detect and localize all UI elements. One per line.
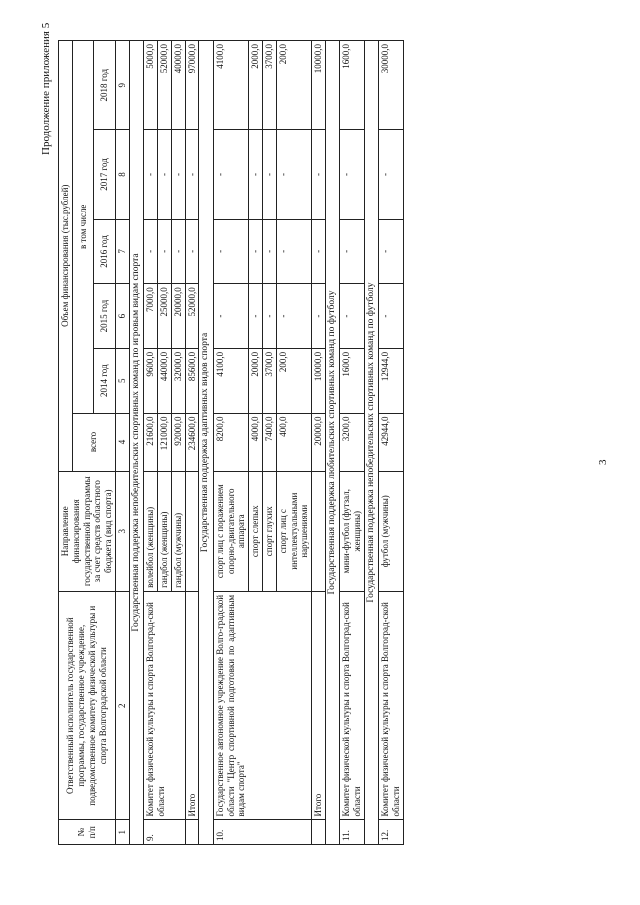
section-heading-row (199, 41, 213, 845)
column-numbers-row (115, 41, 129, 845)
value-cell: 4100,0 (213, 348, 248, 413)
table-row (144, 41, 158, 845)
value-cell: - (312, 284, 326, 349)
col-number: 7 (115, 219, 129, 284)
value-cell: 2000,0 (249, 348, 263, 413)
value-cell: 85600,0 (185, 348, 199, 413)
header-row-1 (59, 41, 73, 845)
value-cell: - (379, 284, 404, 349)
section-heading-row (325, 41, 339, 845)
table-row (340, 41, 365, 845)
total-cell: 234600,0 (185, 413, 199, 471)
executor-cell: Комитет физической культуры и спорта Волгоград-ской области (144, 591, 185, 820)
value-cell: 97000,0 (185, 41, 199, 130)
section-heading: Государственная поддержка адаптивных видов спорта (199, 41, 213, 845)
continuation-label: Продолжение приложения 5 (40, 22, 52, 155)
empty-cell (185, 471, 199, 591)
value-cell: 40000,0 (171, 41, 185, 130)
empty-cell (185, 820, 199, 845)
value-cell: - (171, 130, 185, 219)
empty-cell (312, 820, 326, 845)
header-funding: Объем финансирования (тыс.рублей) (59, 41, 73, 472)
itogo-label: Итого (312, 591, 326, 820)
sport-cell: спорт лиц с поражением опорно-двигательного аппарата (213, 471, 248, 591)
value-cell: 25000,0 (157, 284, 171, 349)
sport-cell: мини-футбол (футзал, женщины) (340, 471, 365, 591)
value-cell: - (249, 130, 263, 219)
value-cell: - (262, 130, 276, 219)
value-cell: - (171, 219, 185, 284)
value-cell: - (312, 219, 326, 284)
empty-cell (312, 471, 326, 591)
section-heading: Государственная поддержка непобедительских спортивных команд по футболу (364, 41, 378, 845)
value-cell: 7000,0 (144, 284, 158, 349)
value-cell: 1600,0 (340, 41, 365, 130)
sport-cell: футбол (мужчины) (379, 471, 404, 591)
itogo-row (185, 41, 199, 845)
col-number: 3 (115, 471, 129, 591)
value-cell: - (262, 219, 276, 284)
value-cell: - (144, 219, 158, 284)
value-cell: - (379, 219, 404, 284)
sport-cell: спорт слепых (249, 471, 263, 591)
header-year-2018: 2018 год (94, 41, 116, 130)
col-number: 1 (115, 820, 129, 845)
value-cell: 9600,0 (144, 348, 158, 413)
value-cell: 52000,0 (157, 41, 171, 130)
value-cell: - (262, 284, 276, 349)
header-year-2014: 2014 год (94, 348, 116, 413)
sport-cell: гандбол (женщины) (157, 471, 171, 591)
sport-cell: спорт лиц с интеллектуальными нарушениями (276, 471, 311, 591)
header-year-2015: 2015 год (94, 284, 116, 349)
value-cell: 2000,0 (249, 41, 263, 130)
total-cell: 7400,0 (262, 413, 276, 471)
table-row (379, 41, 404, 845)
total-cell: 8200,0 (213, 413, 248, 471)
section-heading: Государственная поддержка любительских спортивных команд по футболу (325, 41, 339, 845)
value-cell: 12944,0 (379, 348, 404, 413)
sport-cell: волейбол (женщины) (144, 471, 158, 591)
value-cell: 32000,0 (171, 348, 185, 413)
table-row (213, 41, 248, 845)
value-cell: 10000,0 (312, 348, 326, 413)
value-cell: - (213, 284, 248, 349)
value-cell: - (379, 130, 404, 219)
section-heading-row (364, 41, 378, 845)
total-cell: 20000,0 (312, 413, 326, 471)
value-cell: 3700,0 (262, 348, 276, 413)
total-cell: 42944,0 (379, 413, 404, 471)
value-cell: 5000,0 (144, 41, 158, 130)
header-total: всего (72, 413, 115, 471)
row-number: 9. (144, 820, 185, 845)
executor-cell: Государственное автономное учреждение Волго-градской области "Центр спортивной подготовки по адаптивным видам спорта" (213, 591, 311, 820)
value-cell: 4100,0 (213, 41, 248, 130)
section-heading: Государственная поддержка непобедительских спортивных команд по игровым видам спорта (129, 41, 143, 845)
value-cell: - (185, 130, 199, 219)
header-year-2016: 2016 год (94, 219, 116, 284)
col-number: 8 (115, 130, 129, 219)
header-including: в том числе (72, 41, 94, 414)
header-executor: Ответственный исполнитель государственной программы, государственное учреждение, подведомственное комитету физической культуры и спорта Волгоградской области (59, 591, 116, 820)
total-cell: 92000,0 (171, 413, 185, 471)
value-cell: - (340, 219, 365, 284)
header-direction: Направление финансирования государственной программы за счет средств областного бюджета (вид спорта) (59, 471, 116, 591)
value-cell: - (276, 130, 311, 219)
value-cell: - (312, 130, 326, 219)
value-cell: - (213, 130, 248, 219)
header-year-2017: 2017 год (94, 130, 116, 219)
col-number: 6 (115, 284, 129, 349)
col-number: 2 (115, 591, 129, 820)
value-cell: - (213, 219, 248, 284)
value-cell: - (276, 284, 311, 349)
total-cell: 400,0 (276, 413, 311, 471)
value-cell: 3700,0 (262, 41, 276, 130)
value-cell: - (249, 219, 263, 284)
value-cell: 200,0 (276, 41, 311, 130)
sport-cell: спорт глухих (262, 471, 276, 591)
value-cell: 200,0 (276, 348, 311, 413)
header-num: № п/п (59, 820, 116, 845)
value-cell: 30000,0 (379, 41, 404, 130)
value-cell: 44000,0 (157, 348, 171, 413)
value-cell: - (249, 284, 263, 349)
total-cell: 121000,0 (157, 413, 171, 471)
total-cell: 21600,0 (144, 413, 158, 471)
col-number: 5 (115, 348, 129, 413)
value-cell: 20000,0 (171, 284, 185, 349)
col-number: 4 (115, 413, 129, 471)
value-cell: - (157, 219, 171, 284)
value-cell: - (276, 219, 311, 284)
sport-cell: гандбол (мужчины) (171, 471, 185, 591)
page-number: 3 (597, 459, 609, 465)
row-number: 10. (213, 820, 311, 845)
value-cell: - (144, 130, 158, 219)
executor-cell: Комитет физической культуры и спорта Волгоград-ской области (379, 591, 404, 820)
funding-table (58, 40, 404, 845)
value-cell: 1600,0 (340, 348, 365, 413)
itogo-label: Итого (185, 591, 199, 820)
value-cell: - (340, 284, 365, 349)
value-cell: - (157, 130, 171, 219)
itogo-row (312, 41, 326, 845)
total-cell: 3200,0 (340, 413, 365, 471)
value-cell: - (340, 130, 365, 219)
value-cell: - (185, 219, 199, 284)
row-number: 12. (379, 820, 404, 845)
executor-cell: Комитет физической культуры и спорта Волгоград-ской области (340, 591, 365, 820)
section-heading-row (129, 41, 143, 845)
col-number: 9 (115, 41, 129, 130)
value-cell: 52000,0 (185, 284, 199, 349)
row-number: 11. (340, 820, 365, 845)
value-cell: 10000,0 (312, 41, 326, 130)
total-cell: 4000,0 (249, 413, 263, 471)
